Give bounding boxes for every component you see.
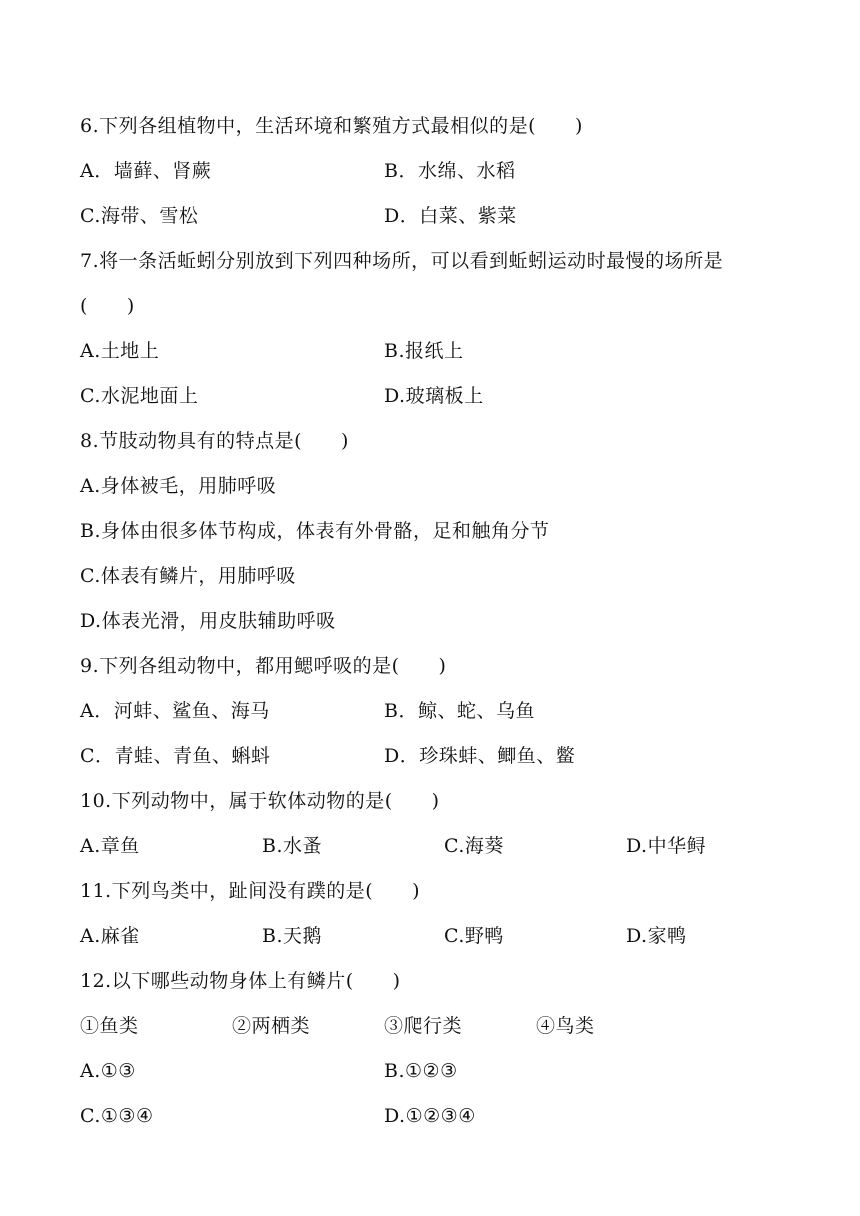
question-6-option-a: A．墙藓、肾蕨 [80,160,212,182]
question-9-option-d: D．珍珠蚌、鲫鱼、鳖 [384,745,576,767]
question-10-stem: 10.下列动物中，属于软体动物的是( ) [80,790,440,812]
question-7-option-d: D.玻璃板上 [384,385,484,407]
question-7-option-a: A.土地上 [80,340,160,362]
question-10-option-a: A.章鱼 [80,835,140,857]
question-9-option-b: B．鲸、蛇、乌鱼 [384,700,535,722]
question-12-option-a: A.①③ [80,1060,136,1082]
question-7-stem-continuation: ( ) [80,295,135,317]
question-11-stem: 11.下列鸟类中，趾间没有蹼的是( ) [80,880,421,902]
question-11-option-a: A.麻雀 [80,925,140,947]
question-10-option-d: D.中华鲟 [626,835,707,857]
question-8-option-a: A.身体被毛，用肺呼吸 [80,475,277,497]
question-12-option-b: B.①②③ [384,1060,458,1082]
question-6-stem: 6.下列各组植物中，生活环境和繁殖方式最相似的是( ) [80,115,583,137]
question-6-option-b: B．水绵、水稻 [384,160,516,182]
question-6-option-c: C.海带、雪松 [80,205,199,227]
question-10-option-b: B.水蚤 [262,835,323,857]
question-11-option-d: D.家鸭 [626,925,687,947]
question-12-option-c: C.①③④ [80,1105,154,1127]
question-8-option-d: D.体表光滑，用皮肤辅助呼吸 [80,610,336,632]
question-11-option-b: B.天鹅 [262,925,323,947]
question-12-item-3: ③爬行类 [384,1015,463,1037]
question-12-stem: 12.以下哪些动物身体上有鳞片( ) [80,970,401,992]
question-12-item-1: ①鱼类 [80,1015,139,1037]
question-7-option-b: B.报纸上 [384,340,464,362]
question-12-item-2: ②两栖类 [232,1015,311,1037]
question-8-option-c: C.体表有鳞片，用肺呼吸 [80,565,296,587]
question-11-option-c: C.野鸭 [444,925,504,947]
question-7-stem: 7.将一条活蚯蚓分别放到下列四种场所，可以看到蚯蚓运动时最慢的场所是 [80,250,724,272]
question-12-item-4: ④鸟类 [536,1015,595,1037]
question-9-stem: 9.下列各组动物中，都用鳃呼吸的是( ) [80,655,447,677]
question-12-option-d: D.①②③④ [384,1105,476,1127]
question-9-option-c: C．青蛙、青鱼、蝌蚪 [80,745,271,767]
question-7-option-c: C.水泥地面上 [80,385,199,407]
question-8-option-b: B.身体由很多体节构成，体表有外骨骼，足和触角分节 [80,520,550,542]
question-8-stem: 8.节肢动物具有的特点是( ) [80,430,349,452]
question-6-option-d: D．白菜、紫菜 [384,205,517,227]
question-9-option-a: A．河蚌、鲨鱼、海马 [80,700,270,722]
question-10-option-c: C.海葵 [444,835,504,857]
